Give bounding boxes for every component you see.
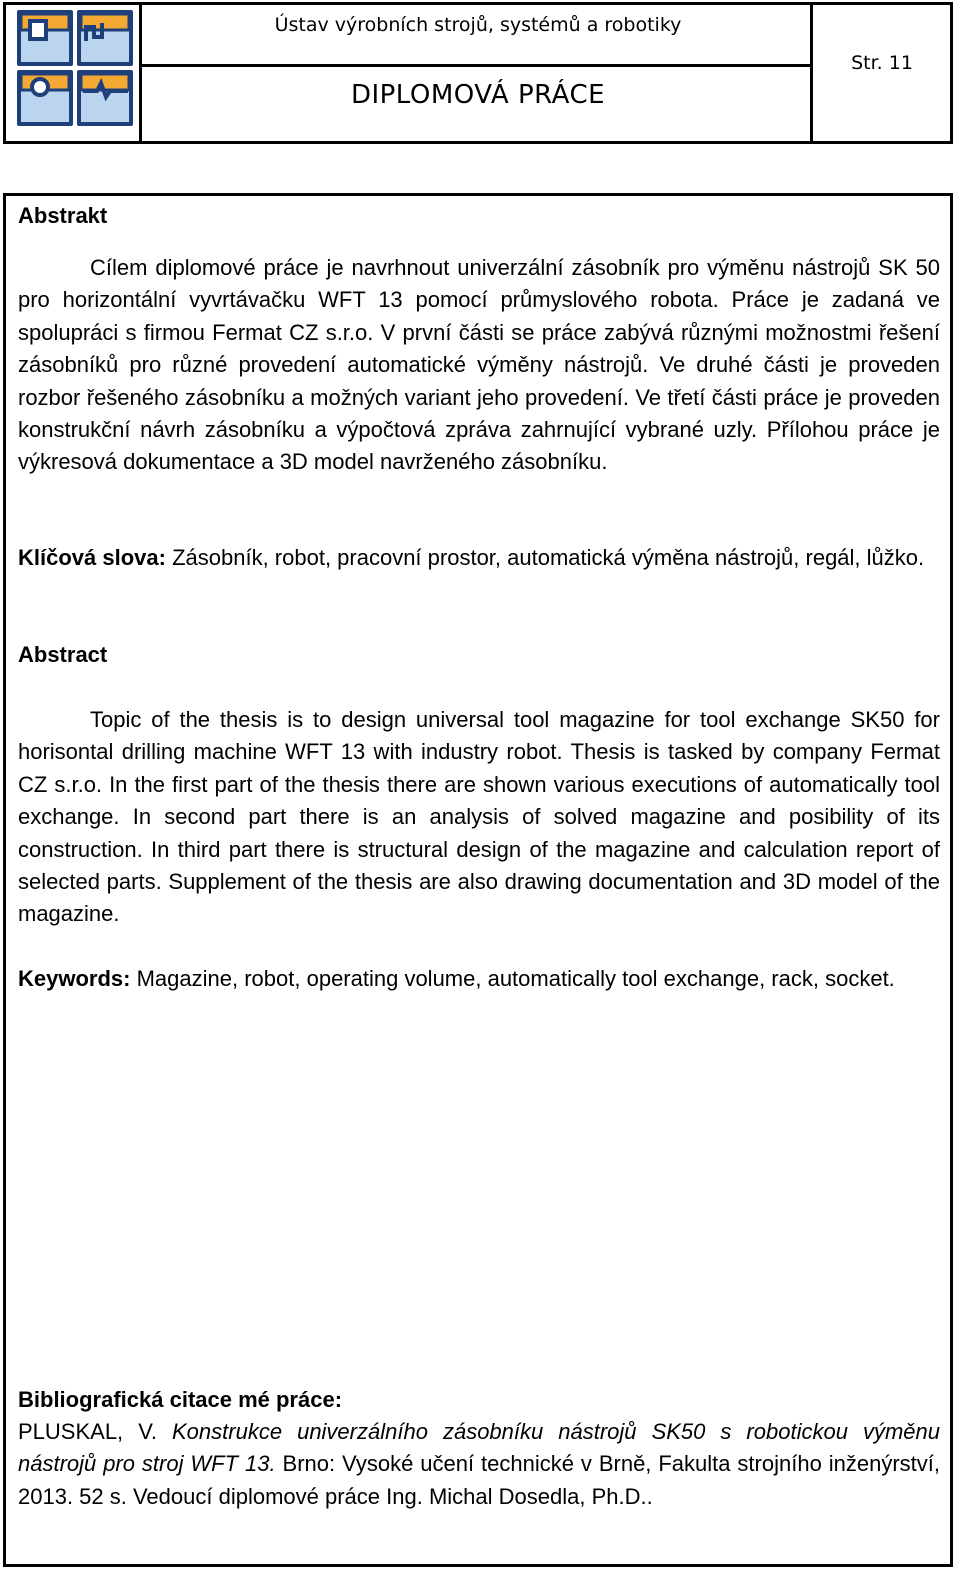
header-divider-right [810, 5, 813, 141]
citation-heading: Bibliografická citace mé práce: [18, 1387, 343, 1412]
abstract-keywords [18, 963, 940, 995]
citation-author: PLUSKAL, V. [18, 1419, 157, 1444]
abstrakt-text: Cílem diplomové práce je navrhnout univerzální zásobník pro výměnu nástrojů SK 50 pro horizontální vyvrtávačku WFT 13 pomocí průmyslového robota. Práce je zadaná ve spolupráci s firmou Fermat CZ s.r.o. V první části se práce zabývá různými možnostmi řešení zásobníků pro různé provedení automatické výměny nástrojů. Ve druhé části je proveden rozbor řešeného zásobníku a možných variant jeho provedení. Ve třetí části práce je proveden konstrukční návrh zásobníku a výpočtová zpráva zahrnující vybrané uzly. Přílohou práce je výkresová dokumentace a 3D model navrženého zásobníku. [18, 255, 940, 475]
abstrakt-keywords-value: Zásobník, robot, pracovní prostor, automatická výměna nástrojů, regál, lůžko. [172, 545, 925, 570]
citation-text [18, 1416, 940, 1513]
header-divider-middle [142, 64, 810, 67]
document-type: DIPLOMOVÁ PRÁCE [350, 80, 606, 110]
header-divider-left [139, 5, 142, 141]
institute-name: Ústav výrobních strojů, systémů a robotiky [274, 14, 682, 36]
abstract-keywords-value: Magazine, robot, operating volume, automatically tool exchange, rack, socket. [136, 966, 895, 991]
page-header [3, 2, 953, 144]
abstrakt-heading: Abstrakt [18, 203, 108, 228]
content-frame [3, 193, 953, 1567]
institute-logo-icon [16, 9, 136, 127]
abstract-heading: Abstract [18, 642, 108, 667]
citation-details: Brno: Vysoké učení technické v Brně, Fakulta strojního inženýrství, 2013. 52 s. Vedoucí diplomové práce Ing. Michal Dosedla, Ph.D.. [18, 1451, 940, 1509]
abstrakt-keywords-label: Klíčová slova: [18, 545, 166, 570]
abstract-keywords-label: Keywords: [18, 966, 131, 991]
abstract-text: Topic of the thesis is to design universal tool magazine for tool exchange SK50 for horisontal drilling machine WFT 13 with industry robot. Thesis is tasked by company Fermat CZ s.r.o. In the first part of the thesis there are shown various executions of automatically tool exchange. In second part there is an analysis of solved magazine and posibility of its construction. In third part there is structural design of the magazine and calculation report of selected parts. Supplement of the thesis are also drawing documentation and 3D model of the magazine. [18, 707, 940, 927]
abstrakt-keywords [18, 542, 940, 574]
citation-title: Konstrukce univerzálního zásobníku nástrojů SK50 s robotickou výměnu nástrojů pro stroj WFT 13. [18, 1419, 940, 1477]
page-number: Str. 11 [851, 52, 913, 74]
